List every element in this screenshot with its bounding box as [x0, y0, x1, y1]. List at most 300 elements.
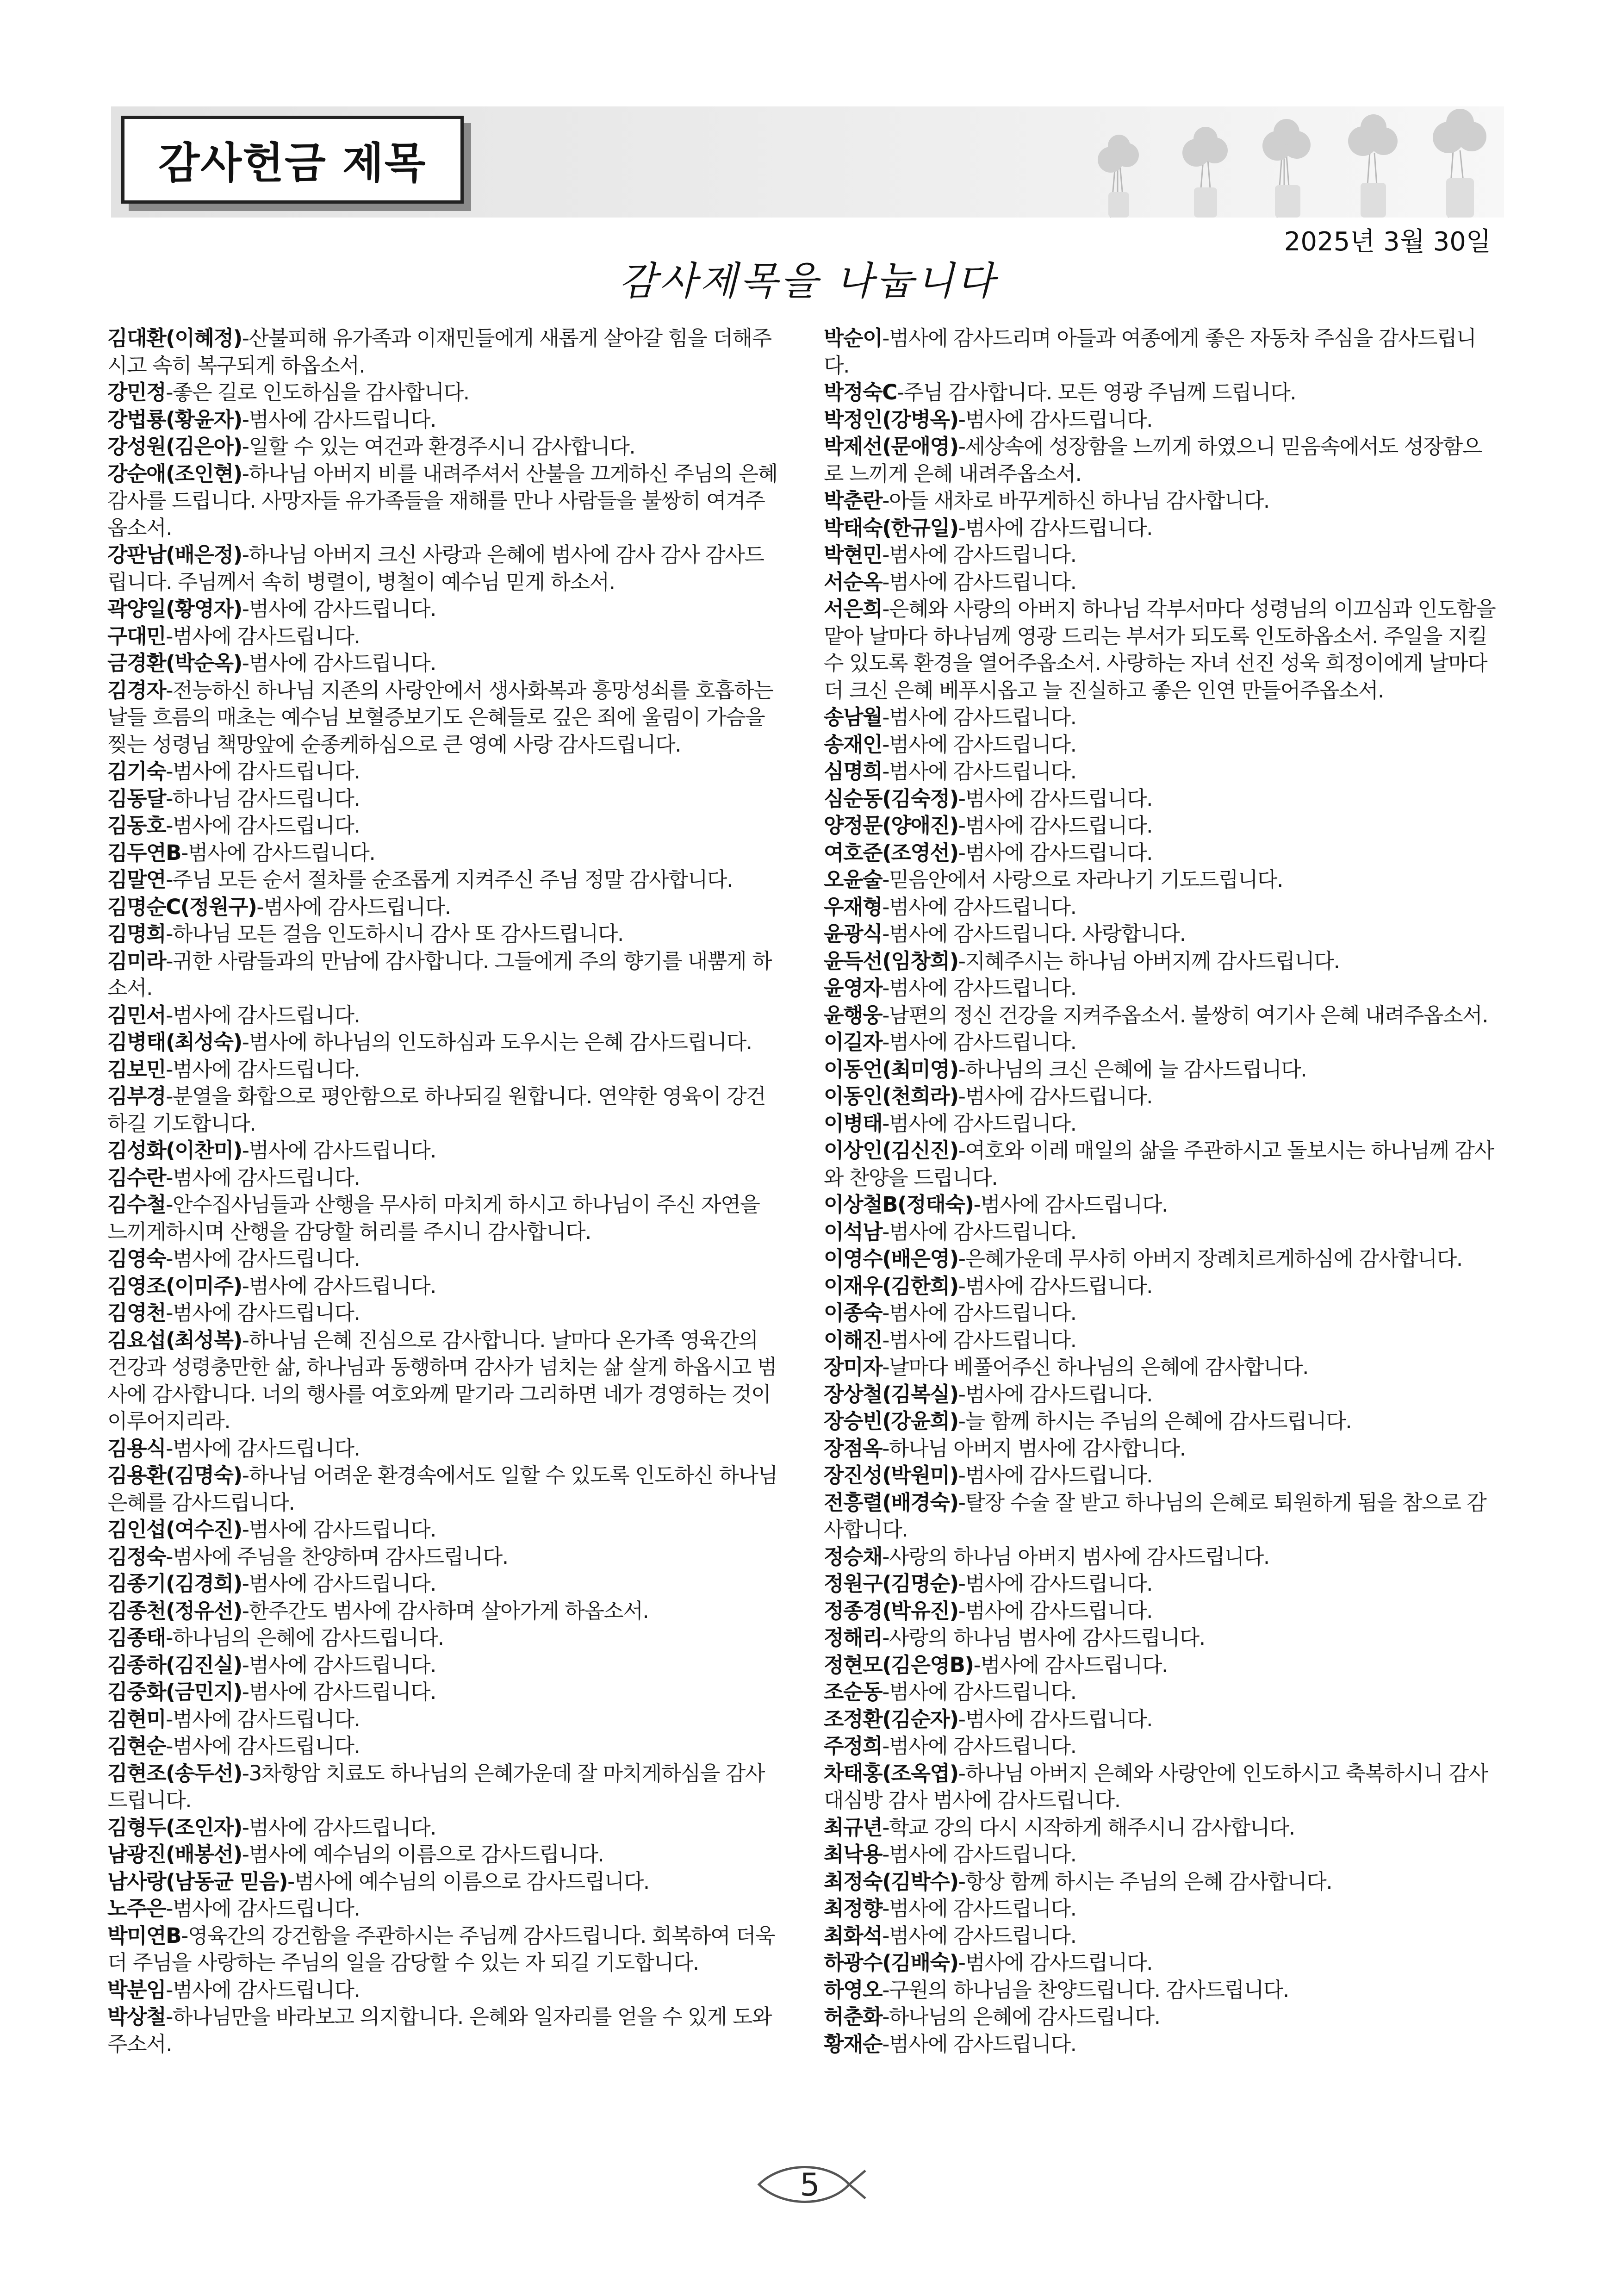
entry-item	[824, 1489, 1499, 1543]
entry-name: 심명희	[824, 759, 883, 784]
entry-item	[107, 1002, 783, 1029]
entry-message: -주님 모든 순서 절차를 순조롭게 지켜주신 주님 정말 감사합니다.	[166, 867, 733, 892]
entry-name: 박상철	[107, 2004, 166, 2029]
entry-name: 구대민	[107, 623, 166, 648]
entry-name: 강법룡(황윤자)	[107, 407, 242, 432]
entry-name: 정해리	[824, 1625, 883, 1650]
entry-item	[824, 1245, 1499, 1273]
entry-message: -범사에 감사드립니다.	[242, 1273, 436, 1298]
entry-item	[824, 894, 1499, 921]
entry-item	[824, 758, 1499, 785]
entry-name: 허춘화	[824, 2004, 883, 2029]
entry-message: -범사에 감사드립니다.	[256, 894, 451, 919]
entry-message: -범사에 감사드립니다.	[166, 1896, 360, 1921]
entry-message: -하나님 아버지 크신 사랑과 은혜에 범사에 감사 감사 감사드립니다. 주님께서 속히 병렬이, 병철이 예수님 믿게 하소서.	[107, 542, 764, 594]
entry-message: -범사에 감사드립니다.	[882, 1111, 1076, 1136]
entry-name: 정승채	[824, 1544, 883, 1569]
entry-name: 김용식	[107, 1436, 166, 1461]
entry-item	[107, 325, 783, 379]
entry-item	[824, 1327, 1499, 1354]
entry-item	[107, 650, 783, 677]
entry-item	[107, 921, 783, 948]
entry-name: 이영수(배은영)	[824, 1246, 958, 1271]
entry-message: -늘 함께 하시는 주님의 은혜에 감사드립니다.	[958, 1409, 1352, 1433]
entry-name: 이해진	[824, 1327, 883, 1352]
entry-name: 이석남	[824, 1219, 883, 1244]
entry-message: -범사에 감사드립니다.	[166, 1734, 360, 1758]
entry-message: -범사에 감사드립니다.	[958, 1381, 1153, 1406]
entry-name: 서순옥	[824, 569, 883, 594]
entry-item	[107, 460, 783, 542]
entry-name: 박태숙(한규일)	[824, 515, 958, 540]
entry-name: 김동호	[107, 813, 166, 838]
entry-name: 심순동(김숙정)	[824, 786, 958, 811]
page-number-badge	[750, 2157, 870, 2212]
entry-name: 장진성(박원미)	[824, 1463, 958, 1487]
entry-item	[107, 948, 783, 1002]
entry-item	[107, 840, 783, 867]
entry-item	[824, 1543, 1499, 1571]
entry-item	[824, 325, 1499, 379]
entry-item	[107, 866, 783, 894]
entry-item	[824, 1273, 1499, 1300]
entry-message: -범사에 감사드립니다.	[958, 407, 1153, 432]
entry-name: 윤영자	[824, 976, 883, 1000]
entry-item	[107, 1462, 783, 1516]
entry-message: -범사에 주님을 찬양하며 감사드립니다.	[166, 1544, 508, 1569]
entry-name: 황재순	[824, 2031, 883, 2056]
entry-name: 오윤술	[824, 867, 883, 892]
entry-item	[824, 812, 1499, 840]
entry-name: 남광진(배봉선)	[107, 1842, 242, 1867]
entry-message: -전능하신 하나님 지존의 사랑안에서 생사화복과 흥망성쇠를 호흡하는 날들 흐름의 매초는 예수님 보혈증보기도 은혜들로 깊은 죄에 울림이 가슴을 찢는 성령님 책망앞에 순종케하심으로 큰 영예 사랑 감사드립니다.	[107, 678, 773, 757]
entry-message: -범사에 감사드립니다.	[242, 651, 436, 675]
entry-message: -하나님 감사드립니다.	[166, 786, 360, 811]
entry-item	[107, 433, 783, 460]
entry-name: 윤광식	[824, 921, 883, 946]
entry-message: -항상 함께 하시는 주님의 은혜 감사합니다.	[958, 1869, 1332, 1894]
entry-name: 김종기(김경희)	[107, 1571, 242, 1596]
entry-message: -범사에 감사드립니다.	[242, 1138, 436, 1163]
entry-item	[824, 1923, 1499, 1950]
entry-item	[824, 1868, 1499, 1896]
entry-name: 김동달	[107, 786, 166, 811]
entry-message: -하나님의 크신 은혜에 늘 감사드립니다.	[958, 1057, 1307, 1082]
entry-name: 김요섭(최성복)	[107, 1327, 242, 1352]
entry-message: -범사에 감사드립니다.	[181, 840, 375, 865]
entry-message: -범사에 감사드립니다.	[882, 1680, 1076, 1704]
entry-item	[824, 1219, 1499, 1246]
entry-name: 정현모(김은영B)	[824, 1652, 974, 1677]
entry-item	[824, 1408, 1499, 1435]
entry-item	[824, 1191, 1499, 1219]
entry-message: -귀한 사람들과의 만남에 감사합니다. 그들에게 주의 향기를 내뿜게 하소서.	[107, 948, 772, 1000]
entry-message: -은혜와 사랑의 아버지 하나님 각부서마다 성령님의 이끄심과 인도함을 맡아 날마다 하나님께 영광 드리는 부서가 되도록 인도하옵소서. 주일을 지킬수 있도록 환경을 열어주옵소서. 사랑하는 자녀 선진 성욱 희정이에게 날마다 더 크신 은혜 베푸시옵고 늘 진실하고 좋은 인연 만들어주옵소서.	[824, 597, 1496, 703]
entry-message: -사랑의 하나님 범사에 감사드립니다.	[882, 1625, 1205, 1650]
entry-name: 이병태	[824, 1111, 883, 1136]
entry-name: 우재형	[824, 894, 883, 919]
entry-item	[107, 894, 783, 921]
entry-item	[824, 1002, 1499, 1029]
entry-message: -하나님의 은혜에 감사드립니다.	[882, 2004, 1160, 2029]
entry-item	[824, 975, 1499, 1002]
entry-message: -범사에 감사드립니다.	[882, 894, 1076, 919]
entry-name: 김정숙	[107, 1544, 166, 1569]
entry-item	[107, 1841, 783, 1868]
entry-name: 여호준(조영선)	[824, 840, 958, 865]
entry-message: -범사에 감사드립니다.	[882, 1300, 1076, 1325]
entry-item	[107, 1164, 783, 1192]
entry-message: -범사에 감사드립니다.	[242, 1517, 436, 1542]
entry-item	[107, 1056, 783, 1083]
entry-item	[824, 1029, 1499, 1056]
entry-message: -범사에 감사드립니다.	[973, 1192, 1168, 1217]
entry-name: 김명희	[107, 921, 166, 946]
entry-message: -범사에 감사드립니다.	[882, 569, 1076, 594]
entry-message: -3차항암 치료도 하나님의 은혜가운데 잘 마치게하심을 감사드립니다.	[107, 1761, 764, 1812]
entry-name: 김용환(김명숙)	[107, 1463, 242, 1487]
entry-message: -하나님 은혜 진심으로 감사합니다. 날마다 온가족 영육간의 건강과 성령충만한 삶, 하나님과 동행하며 감사가 넘치는 삶 살게 하옵시고 범사에 감사합니다. 너의 행사를 여호와께 맡기라 그리하면 네가 경영하는 것이 이루어지리라.	[107, 1327, 777, 1433]
entry-message: -구원의 하나님을 찬양드립니다. 감사드립니다.	[882, 1977, 1289, 2002]
entry-name: 강민정	[107, 380, 166, 404]
entry-item	[107, 1895, 783, 1923]
entry-item	[824, 2004, 1499, 2031]
entry-name: 김중화(금민지)	[107, 1680, 242, 1704]
entry-item	[824, 1300, 1499, 1327]
entry-item	[824, 1435, 1499, 1462]
entry-item	[107, 1868, 783, 1896]
entry-message: -탈장 수술 잘 받고 하나님의 은혜로 퇴원하게 됨을 참으로 감사합니다.	[824, 1490, 1486, 1542]
entry-name: 이상철B(정태숙)	[824, 1192, 974, 1217]
flower-vases-image	[1083, 109, 1499, 218]
entry-name: 박정인(강병옥)	[824, 407, 958, 432]
entry-message: -좋은 길로 인도하심을 감사합니다.	[166, 380, 469, 404]
entry-message: -지혜주시는 하나님 아버지께 감사드립니다.	[958, 948, 1340, 973]
entry-message: -사랑의 하나님 아버지 범사에 감사드립니다.	[882, 1544, 1269, 1569]
entry-item	[824, 1895, 1499, 1923]
entry-message: -범사에 감사드립니다.	[958, 1084, 1153, 1108]
entry-name: 김말연	[107, 867, 166, 892]
entry-name: 양정문(양애진)	[824, 813, 958, 838]
entry-name: 강순애(조인현)	[107, 461, 242, 486]
entry-name: 조정환(김순자)	[824, 1706, 958, 1731]
entry-message: -범사에 감사드립니다.	[958, 1706, 1153, 1731]
entry-message: -범사에 감사드립니다.	[958, 1273, 1153, 1298]
entry-name: 김영숙	[107, 1246, 166, 1271]
entry-name: 김수란	[107, 1165, 166, 1190]
entry-name: 윤행웅	[824, 1002, 883, 1027]
entry-item	[824, 379, 1499, 406]
entry-name: 서은희	[824, 597, 883, 621]
entry-name: 김현조(송두선)	[107, 1761, 242, 1786]
entry-message: -범사에 감사드리며 아들과 여종에게 좋은 자동차 주심을 감사드립니다.	[824, 326, 1476, 378]
entry-item	[107, 1652, 783, 1679]
entry-item	[824, 1841, 1499, 1868]
entry-message: -범사에 감사드립니다.	[166, 1977, 360, 2002]
entry-message: -범사에 감사드립니다.	[882, 759, 1076, 784]
entry-message: -범사에 감사드립니다.	[958, 1571, 1153, 1596]
entry-item	[107, 677, 783, 759]
entry-message: -하나님만을 바라보고 의지합니다. 은혜와 일자리를 얻을 수 있게 도와주소서.	[107, 2004, 772, 2056]
entry-item	[107, 406, 783, 434]
entry-message: -범사에 감사드립니다.	[166, 813, 360, 838]
entry-item	[824, 704, 1499, 731]
entry-message: -범사에 감사드립니다.	[242, 1680, 436, 1704]
entry-name: 김명순C(정원구)	[107, 894, 257, 919]
entry-message: -범사에 감사드립니다.	[958, 840, 1153, 865]
entry-message: -하나님 모든 걸음 인도하시니 감사 또 감사드립니다.	[166, 921, 623, 946]
entry-message: -범사에 감사드립니다.	[882, 2031, 1076, 2056]
entry-message: -범사에 감사드립니다.	[882, 976, 1076, 1000]
entry-name: 김현순	[107, 1734, 166, 1758]
entry-name: 박제선(문애영)	[824, 434, 958, 459]
section-title-box	[121, 116, 464, 204]
entry-item	[824, 1706, 1499, 1733]
entry-item	[824, 785, 1499, 813]
entry-name: 김보민	[107, 1057, 166, 1082]
entry-item	[107, 1029, 783, 1056]
entry-name: 김경자	[107, 678, 166, 703]
entry-name: 최규년	[824, 1815, 883, 1840]
entry-name: 조순동	[824, 1680, 883, 1704]
entry-message: -여호와 이레 매일의 삶을 주관하시고 돌보시는 하나님께 감사와 찬양을 드립니다.	[824, 1138, 1494, 1190]
entry-item	[107, 758, 783, 785]
entry-message: -영육간의 강건함을 주관하시는 주님께 감사드립니다. 회복하여 더욱더 주님을 사랑하는 주님의 일을 감당할 수 있는 자 되길 기도합니다.	[107, 1923, 775, 1975]
entry-item	[824, 1977, 1499, 2004]
entry-item	[107, 1435, 783, 1462]
entry-item	[824, 569, 1499, 596]
entry-name: 김인섭(여수진)	[107, 1517, 242, 1542]
entry-item	[824, 2031, 1499, 2058]
entry-message: -범사에 감사드립니다.	[166, 1436, 360, 1461]
entry-message: -한주간도 범사에 감사하며 살아가게 하옵소서.	[242, 1598, 649, 1623]
entry-message: -범사에 감사드립니다.	[166, 1300, 360, 1325]
entry-message: -범사에 감사드립니다.	[166, 1057, 360, 1082]
entry-item	[107, 1543, 783, 1571]
entry-message: -안수집사님들과 산행을 무사히 마치게 하시고 하나님이 주신 자연을 느끼게하시며 산행을 감당할 허리를 주시니 감사합니다.	[107, 1192, 760, 1244]
entry-item	[824, 1624, 1499, 1652]
entry-name: 김영천	[107, 1300, 166, 1325]
date-label: 2025년 3월 30일	[1284, 227, 1491, 257]
entry-name: 정원구(김명순)	[824, 1571, 958, 1596]
subtitle: 감사제목을 나눕니다	[619, 258, 997, 304]
entry-message: -산불피해 유가족과 이재민들에게 새롭게 살아갈 힘을 더해주시고 속히 복구되게 하옵소서.	[107, 326, 771, 378]
entry-message: -남편의 정신 건강을 지켜주옵소서. 불쌍히 여기사 은혜 내려주옵소서.	[882, 1002, 1488, 1027]
entry-item	[107, 1624, 783, 1652]
entry-item	[107, 1516, 783, 1543]
entry-message: -범사에 예수님의 이름으로 감사드립니다.	[242, 1842, 604, 1867]
entry-item	[107, 1706, 783, 1733]
entry-item	[107, 1273, 783, 1300]
entries-right-column	[824, 325, 1499, 2058]
entry-item	[824, 515, 1499, 542]
entry-name: 김종태	[107, 1625, 166, 1650]
entry-name: 박현민	[824, 542, 883, 567]
entries-left-column	[107, 325, 783, 2058]
entry-message: -분열을 화합으로 평안함으로 하나되길 원합니다. 연약한 영육이 강건하길 기도합니다.	[107, 1084, 766, 1136]
entry-item	[824, 731, 1499, 759]
entry-item	[824, 921, 1499, 948]
entry-item	[824, 487, 1499, 515]
entry-item	[107, 1327, 783, 1435]
page-number: 5	[800, 2167, 820, 2203]
entry-message: -범사에 감사드립니다.	[882, 732, 1076, 757]
entry-item	[824, 406, 1499, 434]
entry-item	[107, 379, 783, 406]
entry-item	[107, 1083, 783, 1137]
entry-name: 김형두(조인자)	[107, 1815, 242, 1840]
entry-item	[824, 1733, 1499, 1760]
entry-name: 하광수(김배숙)	[824, 1950, 958, 1975]
entry-item	[824, 541, 1499, 569]
entry-item	[824, 1652, 1499, 1679]
entry-name: 김성화(이찬미)	[107, 1138, 242, 1163]
entry-message: -범사에 감사드립니다.	[242, 1815, 436, 1840]
entry-item	[824, 1110, 1499, 1138]
entry-item	[107, 1570, 783, 1598]
entry-name: 최정숙(김박수)	[824, 1869, 958, 1894]
entry-message: -범사에 감사드립니다.	[242, 597, 436, 621]
entry-item	[107, 1598, 783, 1625]
entry-name: 김기숙	[107, 759, 166, 784]
entry-message: -날마다 베풀어주신 하나님의 은혜에 감사합니다.	[882, 1355, 1308, 1379]
entry-message: -범사에 감사드립니다.	[958, 1598, 1153, 1623]
entry-name: 송재인	[824, 732, 883, 757]
entry-name: 하영오	[824, 1977, 883, 2002]
entry-item	[107, 596, 783, 623]
entry-name: 박분임	[107, 1977, 166, 2002]
entry-name: 이상인(김신진)	[824, 1138, 958, 1163]
entry-item	[107, 1245, 783, 1273]
entry-item	[824, 1598, 1499, 1625]
entry-message: -범사에 감사드립니다.	[882, 1923, 1076, 1948]
entry-name: 김미라	[107, 948, 166, 973]
entry-name: 차태홍(조옥엽)	[824, 1761, 958, 1786]
entry-name: 이동인(천희라)	[824, 1084, 958, 1108]
entry-message: -범사에 감사드립니다.	[882, 1030, 1076, 1054]
entry-name: 남사랑(남동균 믿음)	[107, 1869, 288, 1894]
entry-message: -범사에 감사드립니다.	[882, 705, 1076, 729]
entry-name: 김종천(정유선)	[107, 1598, 242, 1623]
entry-item	[824, 1354, 1499, 1381]
entry-name: 김병태(최성숙)	[107, 1030, 242, 1054]
entry-item	[824, 1949, 1499, 1977]
entry-name: 박미연B	[107, 1923, 181, 1948]
entry-name: 장상철(김복실)	[824, 1381, 958, 1406]
entry-message: -믿음안에서 사랑으로 자라나기 기도드립니다.	[882, 867, 1283, 892]
entry-name: 장미자	[824, 1355, 883, 1379]
entry-message: -범사에 감사드립니다.	[882, 1842, 1076, 1867]
entry-name: 금경환(박순옥)	[107, 651, 242, 675]
entry-item	[107, 1300, 783, 1327]
entry-message: -범사에 감사드립니다.	[242, 407, 436, 432]
entry-item	[824, 1679, 1499, 1706]
entry-name: 주정희	[824, 1734, 883, 1758]
entry-item	[824, 840, 1499, 867]
entry-message: -범사에 감사드립니다.	[166, 1165, 360, 1190]
entry-item	[107, 1977, 783, 2004]
entry-name: 전흥렬(배경숙)	[824, 1490, 958, 1515]
entry-name: 김대환(이혜정)	[107, 326, 242, 350]
entry-message: -범사에 감사드립니다.	[958, 786, 1153, 811]
entry-item	[824, 1381, 1499, 1408]
entry-name: 장승빈(강윤희)	[824, 1409, 958, 1433]
entry-message: -세상속에 성장함을 느끼게 하였으니 믿음속에서도 성장함으로 느끼게 은혜 내려주옵소서.	[824, 434, 1482, 486]
entry-item	[824, 1083, 1499, 1110]
entry-item	[107, 623, 783, 650]
entry-message: -범사에 감사드립니다.	[958, 813, 1153, 838]
entry-message: -범사에 감사드립니다.	[166, 1002, 360, 1027]
entry-message: -범사에 감사드립니다.	[882, 542, 1076, 567]
entry-message: -하나님 아버지 비를 내려주셔서 산불을 끄게하신 주님의 은혜 감사를 드립니다. 사망자들 유가족들을 재해를 만나 사람들을 불쌍히 여겨주옵소서.	[107, 461, 777, 540]
entry-message: -범사에 예수님의 이름으로 감사드립니다.	[287, 1869, 649, 1894]
entry-message: -범사에 감사드립니다. 사랑합니다.	[882, 921, 1186, 946]
entry-name: 이종숙	[824, 1300, 883, 1325]
entry-name: 송남월	[824, 705, 883, 729]
entry-name: 강성원(김은아)	[107, 434, 242, 459]
entry-name: 강판남(배은정)	[107, 542, 242, 567]
entry-name: 최낙용	[824, 1842, 883, 1867]
entry-name: 김수철	[107, 1192, 166, 1217]
entry-name: 김부경	[107, 1084, 166, 1108]
entry-name: 이동언(최미영)	[824, 1057, 958, 1082]
entry-message: -하나님의 은혜에 감사드립니다.	[166, 1625, 444, 1650]
entry-message: -범사에 하나님의 인도하심과 도우시는 은혜 감사드립니다.	[242, 1030, 752, 1054]
entry-name: 김종하(김진실)	[107, 1652, 242, 1677]
entry-name: 곽양일(황영자)	[107, 597, 242, 621]
entry-item	[107, 812, 783, 840]
entry-message: -은혜가운데 무사히 아버지 장례치르게하심에 감사합니다.	[958, 1246, 1462, 1271]
entry-item	[824, 1137, 1499, 1191]
entry-item	[107, 1814, 783, 1842]
entry-message: -범사에 감사드립니다.	[242, 1571, 436, 1596]
entry-message: -범사에 감사드립니다.	[166, 1246, 360, 1271]
entry-name: 김현미	[107, 1706, 166, 1731]
entry-name: 윤득선(임창희)	[824, 948, 958, 973]
entry-item	[107, 1137, 783, 1164]
entry-message: -범사에 감사드립니다.	[958, 1950, 1153, 1975]
entry-message: -범사에 감사드립니다.	[973, 1652, 1168, 1677]
entry-item	[824, 948, 1499, 975]
entry-item	[107, 1191, 783, 1245]
entry-message: -범사에 감사드립니다.	[166, 1706, 360, 1731]
entry-message: -하나님 어려운 환경속에서도 일할 수 있도록 인도하신 하나님 은혜를 감사드립니다.	[107, 1463, 777, 1515]
entry-item	[107, 1760, 783, 1814]
entry-message: -하나님 아버지 범사에 감사합니다.	[882, 1436, 1186, 1461]
entry-message: -범사에 감사드립니다.	[958, 1463, 1153, 1487]
entry-item	[107, 1733, 783, 1760]
entry-message: -아들 새차로 바꾸게하신 하나님 감사합니다.	[882, 488, 1269, 513]
entry-message: -범사에 감사드립니다.	[166, 759, 360, 784]
entry-message: -학교 강의 다시 시작하게 해주시니 감사합니다.	[882, 1815, 1295, 1840]
entry-item	[107, 2004, 783, 2058]
entry-message: -주님 감사합니다. 모든 영광 주님께 드립니다.	[896, 380, 1296, 404]
entry-message: -범사에 감사드립니다.	[882, 1219, 1076, 1244]
entry-name: 정종경(박유진)	[824, 1598, 958, 1623]
entry-name: 장점옥	[824, 1436, 883, 1461]
entry-item	[824, 596, 1499, 704]
entry-name: 김영조(이미주)	[107, 1273, 242, 1298]
entry-name: 노주은	[107, 1896, 166, 1921]
entry-message: -범사에 감사드립니다.	[882, 1327, 1076, 1352]
entry-item	[107, 1923, 783, 1977]
entry-name: 박순이	[824, 326, 883, 350]
entry-item	[824, 1814, 1499, 1842]
entry-item	[107, 785, 783, 813]
entry-item	[824, 866, 1499, 894]
entry-item	[824, 1570, 1499, 1598]
entry-message: -범사에 감사드립니다.	[958, 515, 1153, 540]
